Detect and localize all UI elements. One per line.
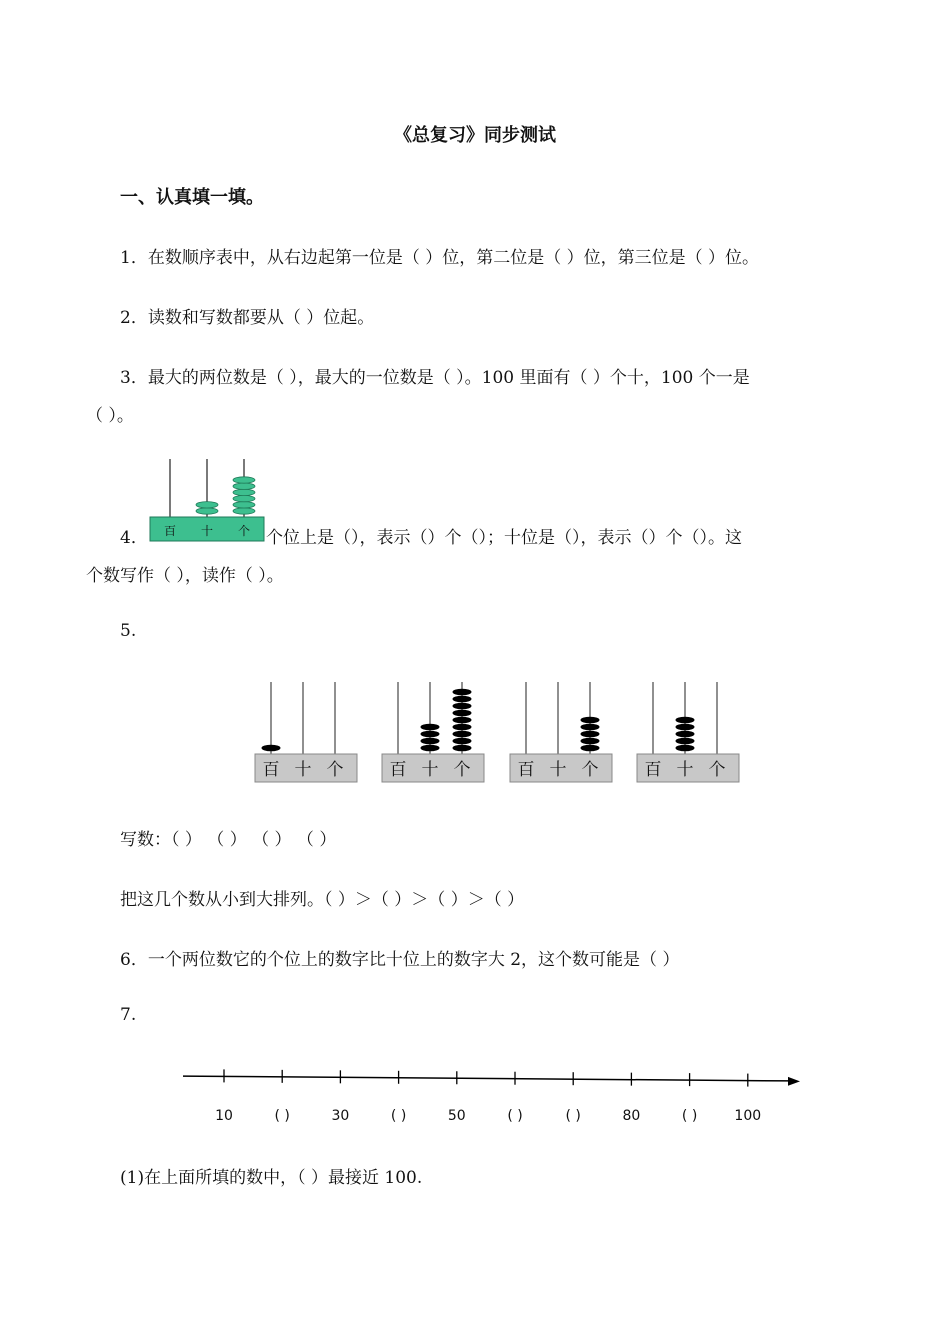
number-line-label: ( ) (565, 1108, 581, 1124)
abacus-place-label: 百 (644, 760, 662, 780)
page-title: 《总复习》同步测试 (394, 125, 556, 146)
abacus-bead (262, 745, 281, 752)
abacus-bead (196, 508, 218, 514)
question-6: 6．一个两位数它的个位上的数字比十位上的数字大 2，这个数可能是（ ） (120, 950, 680, 970)
abacus-bead (453, 717, 472, 724)
abacus-place-label: 十 (676, 760, 694, 780)
abacus-bead (233, 483, 255, 489)
abacus-bead (453, 696, 472, 703)
question-2: 2．读数和写数都要从（ ）位起。 (120, 308, 375, 328)
question-4-line-1: 个位上是（），表示（）个（）；十位是（），表示（）个（）。这 (266, 528, 742, 548)
number-line-arrow (788, 1077, 800, 1086)
question-1: 1．在数顺序表中，从右边起第一位是（ ）位，第二位是（ ）位，第三位是（ ）位。 (120, 248, 760, 268)
abacus-figure (636, 680, 740, 788)
question-7-sub-1: (1)在上面所填的数中，（ ）最接近 100. (120, 1168, 423, 1188)
number-line-label: 80 (622, 1108, 641, 1124)
question-5-order: 把这几个数从小到大排列。（ ）＞（ ）＞（ ）＞（ ） (120, 890, 525, 910)
abacus-bead (676, 731, 695, 738)
abacus-place-label: 十 (200, 524, 214, 538)
abacus-bead (676, 717, 695, 724)
abacus-bead (453, 689, 472, 696)
abacus-bead (233, 502, 255, 508)
abacus-bead (453, 724, 472, 731)
abacus-bead (453, 710, 472, 717)
abacus-bead (421, 731, 440, 738)
question-4-number: 4． (120, 528, 148, 548)
number-line-label: ( ) (274, 1108, 290, 1124)
abacus-bead (581, 738, 600, 745)
abacus-place-label: 十 (549, 760, 567, 780)
number-line-label: ( ) (681, 1108, 698, 1124)
number-line-label: ( ) (390, 1108, 407, 1124)
number-line-axis (183, 1076, 791, 1081)
abacus-bead (581, 731, 600, 738)
abacus-bead (581, 717, 600, 724)
abacus-bead (233, 495, 255, 501)
number-line (175, 1060, 810, 1130)
abacus-bead (233, 508, 255, 514)
abacus-place-label: 百 (163, 524, 177, 538)
abacus-place-label: 十 (421, 760, 439, 780)
abacus-bead (421, 745, 440, 752)
abacus-bead (676, 738, 695, 745)
abacus-bead (581, 745, 600, 752)
abacus-bead (233, 489, 255, 495)
abacus-place-label: 百 (262, 760, 280, 780)
abacus-place-label: 个 (708, 760, 726, 780)
abacus-place-label: 个 (453, 760, 471, 780)
question-5-write-numbers: 写数：（ ） （ ） （ ） （ ） (120, 830, 337, 850)
number-line-label: 50 (447, 1108, 466, 1124)
abacus-place-label: 十 (294, 760, 312, 780)
section-heading: 一、认真填一填。 (120, 187, 264, 208)
abacus-bead (453, 745, 472, 752)
abacus-place-label: 个 (326, 760, 344, 780)
abacus-place-label: 百 (389, 760, 407, 780)
question-3-line-2: （ ）。 (86, 406, 134, 426)
number-line-label: ( ) (507, 1108, 523, 1124)
question-5-number: 5. (120, 621, 137, 641)
abacus-bead (676, 745, 695, 752)
abacus-place-label: 个 (237, 524, 251, 538)
abacus-figure-q4 (148, 455, 266, 543)
abacus-bead (453, 731, 472, 738)
abacus-bead (453, 703, 472, 710)
question-7-number: 7. (120, 1005, 137, 1025)
abacus-bead (676, 724, 695, 731)
abacus-place-label: 百 (517, 760, 535, 780)
abacus-bead (233, 477, 255, 483)
abacus-figure (381, 680, 485, 788)
question-3-line-1: 3．最大的两位数是（ ），最大的一位数是（ ）。100 里面有（ ）个十，100 个一是 (120, 368, 750, 388)
abacus-bead (421, 738, 440, 745)
abacus-figure (509, 680, 613, 788)
number-line-label: 100 (734, 1108, 762, 1124)
abacus-bead (453, 738, 472, 745)
abacus-figure (254, 680, 358, 788)
abacus-bead (421, 724, 440, 731)
question-4-line-2: 个数写作（ ），读作（ ）。 (86, 566, 284, 586)
number-line-label: 10 (215, 1108, 233, 1124)
abacus-bead (581, 724, 600, 731)
abacus-bead (196, 502, 218, 508)
number-line-label: 30 (331, 1108, 350, 1124)
abacus-place-label: 个 (581, 760, 599, 780)
